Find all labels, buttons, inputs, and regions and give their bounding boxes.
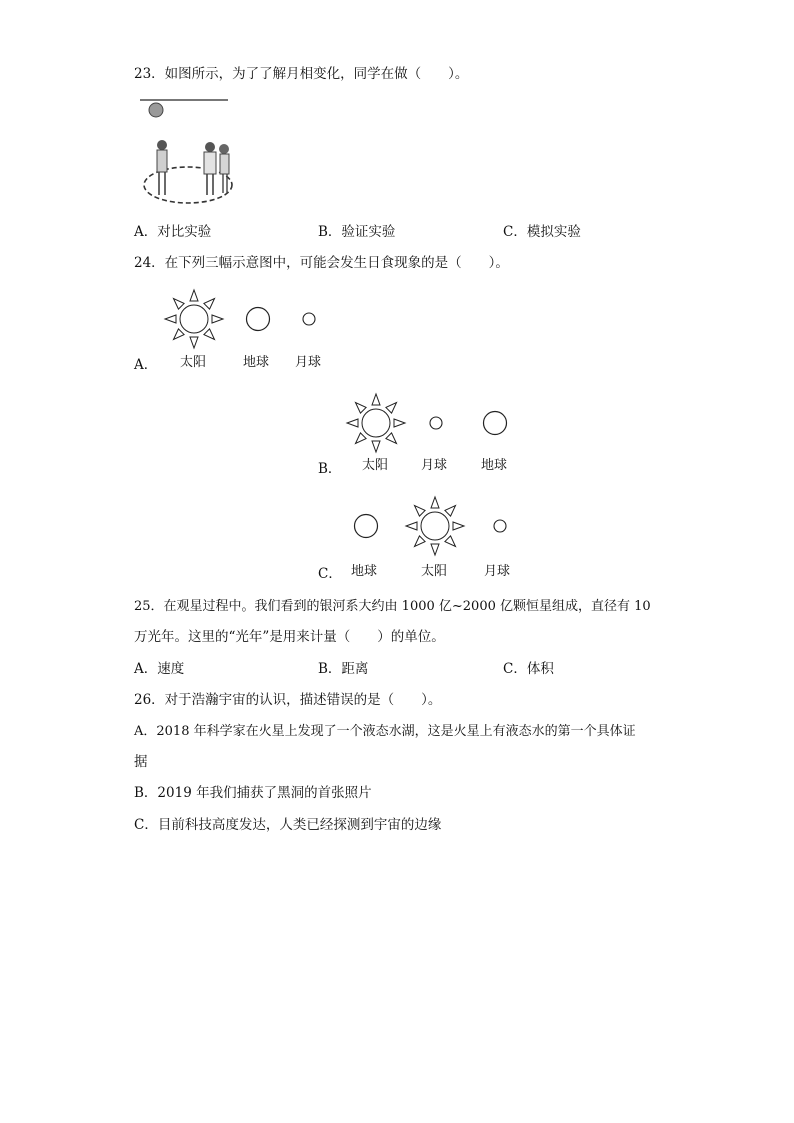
q26-option-a-line1[interactable]: A．2018 年科学家在火星上发现了一个液态水湖，这是火星上有液态水的第一个具体证 <box>134 724 636 739</box>
q24-option-c-letter[interactable]: C． <box>318 566 342 582</box>
q24-c-label-sun: 太阳 <box>421 564 448 579</box>
q25-option-b[interactable]: B．距离 <box>318 661 369 677</box>
q23-option-a[interactable]: A．对比实验 <box>134 224 212 240</box>
q24-b-label-sun: 太阳 <box>362 458 389 473</box>
q24-a-label-sun: 太阳 <box>180 355 207 370</box>
q24-a-label-moon: 月球 <box>295 355 322 370</box>
q23-stem: 23．如图所示，为了了解月相变化，同学在做（ ）。 <box>134 66 469 82</box>
q25-stem-line1: 25．在观星过程中。我们看到的银河系大约由 1000 亿~2000 亿颗恒星组成，直径有 10 <box>134 599 651 614</box>
sun-icon <box>162 287 226 351</box>
earth-icon <box>482 410 508 436</box>
q26-option-a-line2[interactable]: 据 <box>134 754 148 770</box>
q25-option-c[interactable]: C．体积 <box>503 661 554 677</box>
q26-option-b[interactable]: B．2019 年我们捕获了黑洞的首张照片 <box>134 785 372 801</box>
q24-option-b-letter[interactable]: B． <box>318 461 342 477</box>
q25-option-a[interactable]: A．速度 <box>134 661 185 677</box>
moon-icon <box>493 519 507 533</box>
sun-icon <box>403 494 467 558</box>
sun-icon <box>344 391 408 455</box>
q24-c-label-moon: 月球 <box>484 564 511 579</box>
q24-stem: 24．在下列三幅示意图中，可能会发生日食现象的是（ ）。 <box>134 255 509 271</box>
moon-phase-experiment-photo <box>138 97 230 213</box>
moon-icon <box>302 312 316 326</box>
q24-option-a-letter[interactable]: A． <box>134 357 158 373</box>
q23-option-b[interactable]: B．验证实验 <box>318 224 396 240</box>
q25-stem-line2: 万光年。这里的“光年”是用来计量（ ）的单位。 <box>134 629 445 645</box>
q24-b-label-earth: 地球 <box>481 458 508 473</box>
earth-icon <box>245 306 271 332</box>
moon-icon <box>429 416 443 430</box>
q26-option-c[interactable]: C．目前科技高度发达，人类已经探测到宇宙的边缘 <box>134 817 442 833</box>
earth-icon <box>353 513 379 539</box>
q24-a-label-earth: 地球 <box>243 355 270 370</box>
q26-stem: 26．对于浩瀚宇宙的认识，描述错误的是（ ）。 <box>134 692 442 708</box>
q24-b-label-moon: 月球 <box>421 458 448 473</box>
q23-option-c[interactable]: C．模拟实验 <box>503 224 581 240</box>
q24-c-label-earth: 地球 <box>351 564 378 579</box>
